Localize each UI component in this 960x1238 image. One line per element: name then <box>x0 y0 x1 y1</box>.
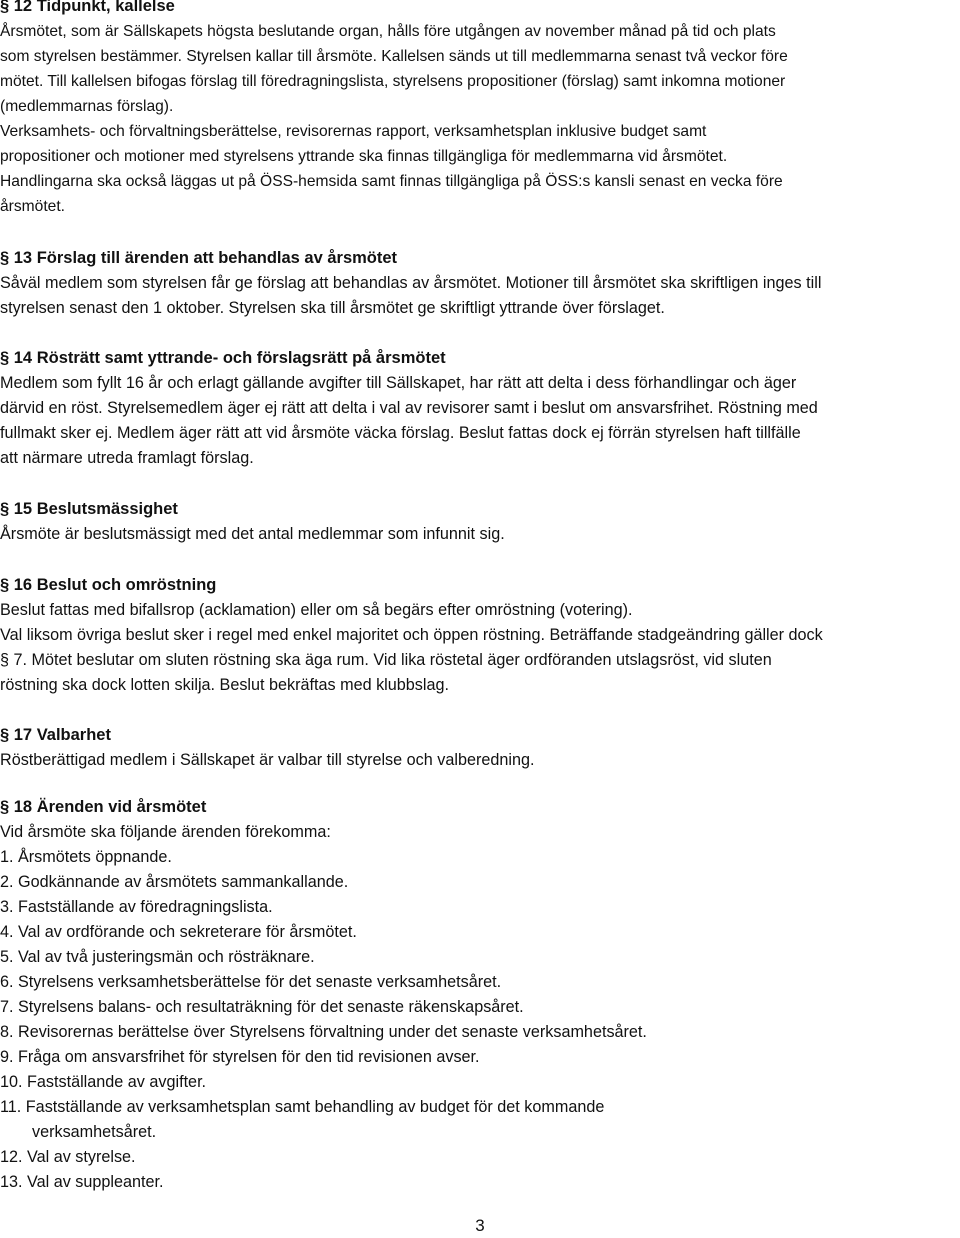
body-line: Val liksom övriga beslut sker i regel med enkel majoritet och öppen röstning. Beträffande stadgeändring gäller dock <box>0 626 823 644</box>
list-item: 10. Fastställande av avgifter. <box>0 1073 207 1091</box>
list-item: 6. Styrelsens verksamhetsberättelse för det senaste verksamhetsåret. <box>0 973 502 991</box>
section-17 <box>0 723 960 773</box>
list-item: 2. Godkännande av årsmötets sammankallande. <box>0 873 349 891</box>
body-line: Röstberättigad medlem i Sällskapet är valbar till styrelse och valberedning. <box>0 751 535 769</box>
section-15 <box>0 497 960 547</box>
body-line: (medlemmarnas förslag). <box>0 98 174 115</box>
section-body <box>0 19 960 219</box>
body-line: därvid en röst. Styrelsemedlem äger ej rätt att delta i val av revisorer samt i beslut om ansvarsfrihet. Röstning med <box>0 399 818 417</box>
body-line: som styrelsen bestämmer. Styrelsen kallar till årsmöte. Kallelsen sänds ut till medlemmarna senast två veckor före <box>0 48 788 65</box>
section-heading: § 16 Beslut och omröstning <box>0 576 217 594</box>
section-heading: § 18 Ärenden vid årsmötet <box>0 798 207 816</box>
section-body <box>0 598 960 698</box>
body-line: Såväl medlem som styrelsen får ge förslag att behandlas av årsmötet. Motioner till årsmötet ska skriftligen inges till <box>0 274 822 292</box>
body-line: Beslut fattas med bifallsrop (acklamation) eller om så begärs efter omröstning (votering). <box>0 601 633 619</box>
list-item: 8. Revisorernas berättelse över Styrelsens förvaltning under det senaste verksamhetsåret. <box>0 1023 647 1041</box>
body-line: Handlingarna ska också läggas ut på ÖSS-hemsida samt finnas tillgängliga på ÖSS:s kansli senast en vecka före <box>0 173 783 190</box>
list-item: 13. Val av suppleanter. <box>0 1173 164 1191</box>
body-line: Årsmötet, som är Sällskapets högsta beslutande organ, hålls före utgången av november månad på tid och plats <box>0 23 776 40</box>
section-12 <box>0 0 960 219</box>
body-line: Medlem som fyllt 16 år och erlagt gällande avgifter till Sällskapet, har rätt att delta i dess förhandlingar och äger <box>0 374 797 392</box>
section-16 <box>0 573 960 698</box>
section-14 <box>0 346 960 471</box>
section-intro: Vid årsmöte ska följande ärenden förekomma: <box>0 823 331 841</box>
agenda-list <box>0 845 960 1195</box>
section-body <box>0 271 960 321</box>
list-item: 4. Val av ordförande och sekreterare för årsmötet. <box>0 923 357 941</box>
section-body <box>0 748 960 773</box>
list-item: 3. Fastställande av föredragningslista. <box>0 898 273 916</box>
list-item: 11. Fastställande av verksamhetsplan samt behandling av budget för det kommande <box>0 1098 605 1116</box>
section-body <box>0 522 960 547</box>
body-line: styrelsen senast den 1 oktober. Styrelsen ska till årsmötet ge skriftligt yttrande över förslaget. <box>0 299 665 317</box>
section-heading: § 15 Beslutsmässighet <box>0 500 178 518</box>
section-body <box>0 820 960 845</box>
section-heading: § 14 Rösträtt samt yttrande- och förslagsrätt på årsmötet <box>0 349 446 367</box>
list-item: 9. Fråga om ansvarsfrihet för styrelsen för den tid revisionen avser. <box>0 1048 480 1066</box>
section-18 <box>0 795 960 1195</box>
body-line: propositioner och motioner med styrelsens yttrande ska finnas tillgängliga för medlemmarna vid årsmötet. <box>0 148 728 165</box>
section-body <box>0 371 960 471</box>
body-line: att närmare utreda framlagt förslag. <box>0 449 254 467</box>
body-line: mötet. Till kallelsen bifogas förslag till föredragningslista, styrelsens propositioner (förslag) samt inkomna motioner <box>0 73 786 90</box>
body-line: Årsmöte är beslutsmässigt med det antal medlemmar som infunnit sig. <box>0 525 505 543</box>
section-13 <box>0 246 960 321</box>
section-heading: § 17 Valbarhet <box>0 726 111 744</box>
section-heading: § 13 Förslag till ärenden att behandlas av årsmötet <box>0 249 398 267</box>
list-item: 1. Årsmötets öppnande. <box>0 848 172 866</box>
body-line: § 7. Mötet beslutar om sluten röstning ska äga rum. Vid lika röstetal äger ordföranden utslagsröst, vid sluten <box>0 651 772 669</box>
body-line: fullmakt sker ej. Medlem äger rätt att vid årsmöte väcka förslag. Beslut fattas dock ej förrän styrelsen haft tillfälle <box>0 424 801 442</box>
body-line: röstning ska dock lotten skilja. Beslut bekräftas med klubbslag. <box>0 676 449 694</box>
list-item: 12. Val av styrelse. <box>0 1148 136 1166</box>
list-item: 5. Val av två justeringsmän och rösträknare. <box>0 948 315 966</box>
body-line: årsmötet. <box>0 198 65 215</box>
list-item-continuation: verksamhetsåret. <box>32 1123 157 1141</box>
page-number: 3 <box>475 1216 485 1235</box>
body-line: Verksamhets- och förvaltningsberättelse, revisorernas rapport, verksamhetsplan inklusive budget samt <box>0 123 707 140</box>
section-heading: § 12 Tidpunkt, kallelse <box>0 0 175 15</box>
list-item: 7. Styrelsens balans- och resultaträkning för det senaste räkenskapsåret. <box>0 998 524 1016</box>
